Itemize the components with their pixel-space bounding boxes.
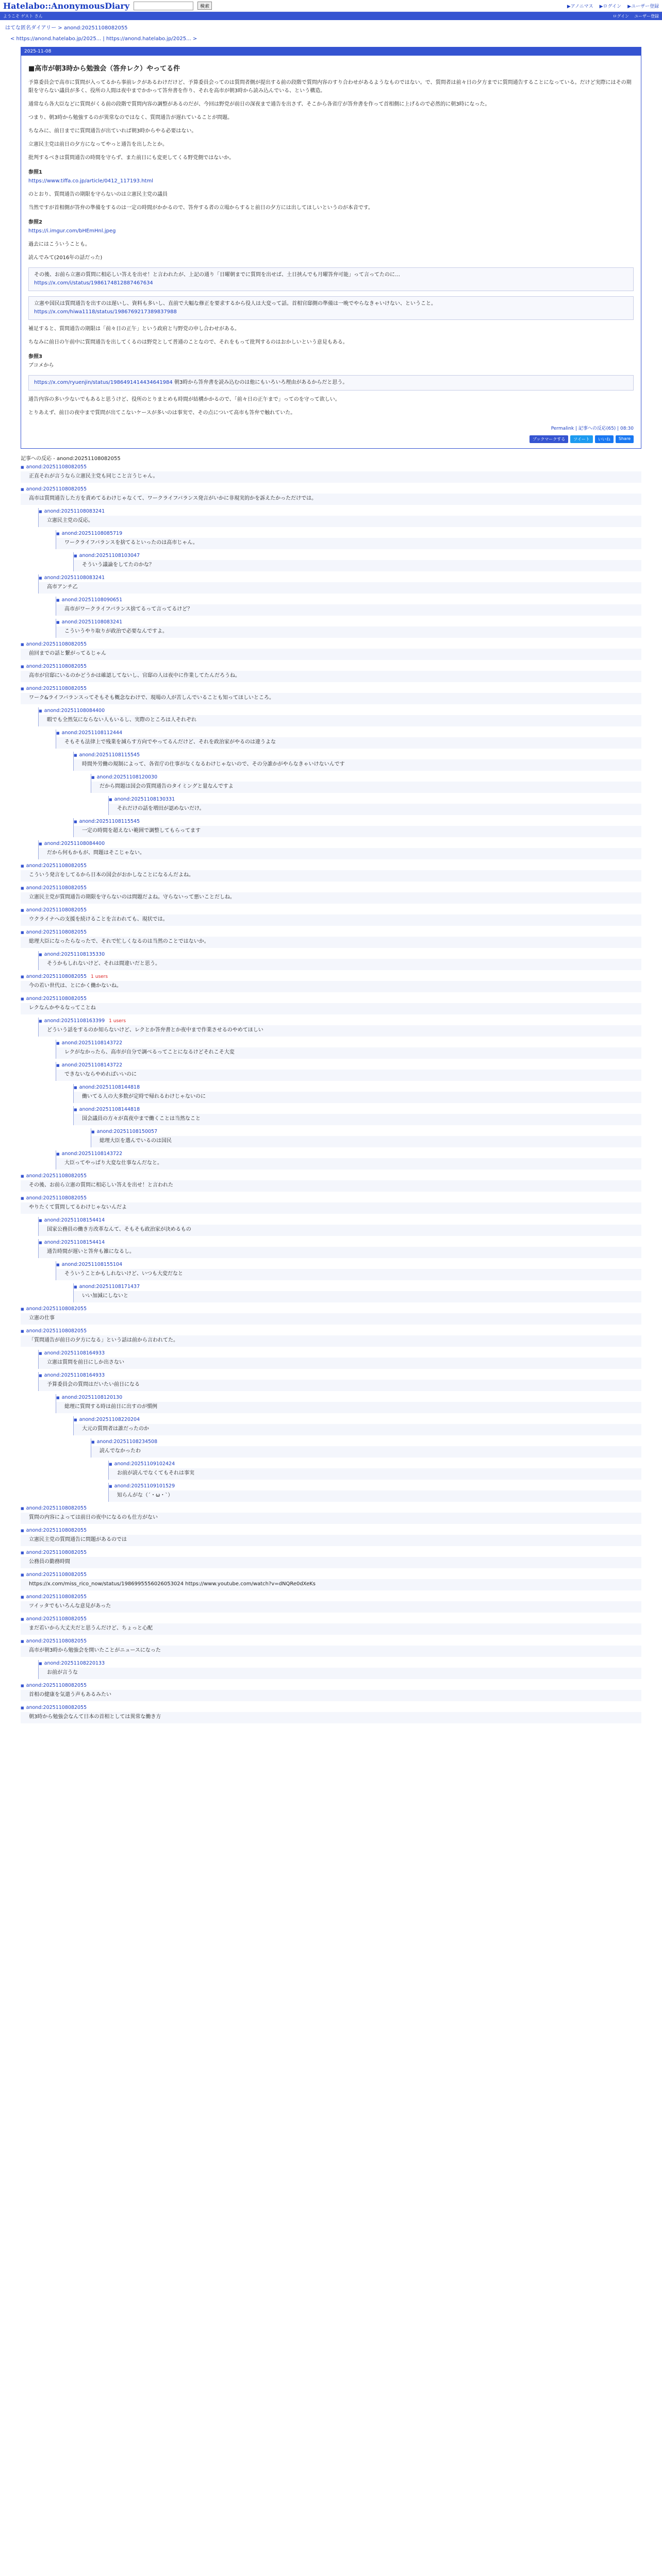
blockquote — [28, 375, 634, 391]
comment-id-link[interactable]: anond:20251108135330 — [44, 952, 105, 957]
like-button[interactable]: いいね — [595, 435, 614, 443]
comment — [73, 818, 641, 837]
comment-text: その後、お前ら立憲の質問に相応しい答えを出せ！と言われた — [21, 1180, 641, 1192]
comment-id-link[interactable]: anond:20251108082055 — [26, 996, 87, 1002]
comment-text: 高市アンチ乙 — [39, 582, 641, 594]
comment-text: 質問の内容によっては前日の夜中になるのも仕方がない — [21, 1513, 641, 1524]
comment — [21, 1306, 641, 1325]
comment-id-link[interactable]: anond:20251108164933 — [44, 1350, 105, 1356]
comment — [21, 1616, 641, 1635]
post-paragraph: 読んでみて(2016年の話だった) — [28, 255, 103, 261]
comment-meta — [21, 464, 641, 471]
post-paragraph: 過去にはこういうことも。 — [28, 242, 90, 247]
comment-meta — [74, 552, 641, 560]
comment — [73, 1084, 641, 1103]
comment — [21, 1505, 641, 1524]
comment-meta — [21, 1173, 641, 1180]
comment — [73, 752, 641, 771]
comment-text: 予算委員会の質問はだいたい前日になる — [39, 1380, 641, 1391]
comment — [21, 973, 641, 992]
post-paragraph: 立憲民主党は前日の夕方になってやっと通告を出したとか。 — [28, 142, 168, 147]
comment-id-link[interactable]: anond:20251109102424 — [114, 1461, 175, 1467]
comment — [21, 1594, 641, 1613]
comment-id-link[interactable]: anond:20251108082055 — [26, 1594, 87, 1600]
comment-text: 高市は質問通告した方を責めてるわけじゃなくて、ワークライフバランス発言がいかに非現実的かを訴えたかっただけでは。 — [21, 494, 641, 505]
comment — [21, 1527, 641, 1546]
comment — [38, 1239, 641, 1258]
comment-id-link[interactable]: anond:20251108082055 — [26, 885, 87, 891]
comment-meta — [56, 1261, 641, 1268]
comment-meta — [56, 730, 641, 737]
comment-text: ワークライフバランスを捨てるといったのは高市じゃん。 — [56, 538, 641, 549]
comment-meta — [109, 1483, 641, 1490]
comment-id-link[interactable]: anond:20251108082055 — [26, 1638, 87, 1644]
header-links — [567, 3, 659, 9]
comment-meta — [39, 1239, 641, 1246]
comment-id-link[interactable]: anond:20251108082055 — [26, 1528, 87, 1533]
comment-id-link[interactable]: anond:20251108082055 — [26, 1616, 87, 1622]
response-tree — [0, 464, 662, 1723]
quote-link-row — [28, 227, 634, 235]
comment-id-link[interactable]: anond:20251108234508 — [96, 1439, 158, 1445]
subbar-register-link[interactable]: ユーザー登録 — [634, 13, 659, 19]
comment-meta — [74, 818, 641, 825]
comment-text: 高市が朝3時から勉強会を開いたことがニュースになった — [21, 1646, 641, 1657]
comment-id-link[interactable]: anond:20251108083241 — [61, 619, 123, 625]
comment-meta — [39, 951, 641, 958]
comment-id-link[interactable]: anond:20251108082055 — [26, 907, 87, 913]
bookmark-count[interactable]: 1 users — [91, 974, 108, 979]
comment — [21, 1328, 641, 1347]
comment — [56, 1150, 641, 1170]
comment-text: できないならやめればいいのに — [56, 1070, 641, 1081]
comment-text: 総理大臣になったらなったで、それで忙しくなるのは当然のことではないか。 — [21, 937, 641, 948]
comment-meta — [39, 508, 641, 515]
comment-text: ワーク&ライフバランスってそもそも概念なわけで、現場の人が苦しんでいることも知ってほしいところ。 — [21, 693, 641, 704]
comment — [21, 885, 641, 904]
comment-text: そういう議論をしてたのかな？ — [74, 560, 641, 571]
comment — [21, 464, 641, 483]
comment-id-link[interactable]: anond:20251108090651 — [61, 597, 123, 603]
sub-bar — [0, 12, 662, 20]
header-link-anonymous[interactable]: ▶アノニマス — [567, 4, 593, 9]
comment-id-link[interactable]: anond:20251108083241 — [44, 509, 105, 514]
comment-meta — [109, 796, 641, 803]
comment-meta — [21, 1527, 641, 1534]
breadcrumb — [0, 20, 662, 34]
comment-text: 暇でも全然気にならない人もいるし、実際のところは人それぞれ — [39, 715, 641, 726]
comment-text: 高市が官邸にいるのかどうかは確認してないし、官邸の人は夜中に作業してたんだろうね。 — [21, 671, 641, 682]
comment-meta — [21, 641, 641, 648]
site-logo[interactable]: Hatelabo::AnonymousDiary — [3, 1, 130, 11]
blockquote-link[interactable]: https://x.com/i/status/1986174812887467634 — [34, 280, 153, 286]
post-paragraph: のとおり、質問通告の期限を守らないのは立憲民主党の議員 — [28, 192, 168, 197]
comment-text: そうかもしれないけど、それは間違いだと思う。 — [39, 959, 641, 970]
comment-id-link[interactable]: anond:20251108164933 — [44, 1372, 105, 1378]
comment-id-link[interactable]: anond:20251108082055 — [26, 1572, 87, 1578]
comment-text: やりたくて質問してるわけじゃないんだよ — [21, 1202, 641, 1214]
comment-meta — [74, 752, 641, 759]
comment-text: 朝3時から勉強会なんて日本の首相としては異常な働き方 — [21, 1712, 641, 1723]
comment-text: 総理に質問する時は前日に出すのが慣例 — [56, 1402, 641, 1413]
comment-meta — [56, 597, 641, 604]
blockquote-text: その後、お前ら立憲の質問に相応しい答えを出せ！と言われたが、上記の通り「日曜朝までに質問を出せば、土日挟んでも月曜答弁可能」って言ってたのに… — [34, 272, 400, 278]
comment-id-link[interactable]: anond:20251108082055 — [26, 974, 87, 979]
blockquote — [28, 296, 634, 320]
comment-id-link[interactable]: anond:20251108150057 — [96, 1129, 158, 1134]
comment — [108, 796, 641, 815]
diary-post — [21, 47, 641, 449]
comment — [38, 840, 641, 859]
post-paragraph: ブコメから — [28, 363, 54, 368]
comment — [38, 1217, 641, 1236]
comment-id-link[interactable]: anond:20251108085719 — [61, 531, 123, 536]
comment — [73, 552, 641, 571]
comment-meta — [21, 1616, 641, 1623]
comment-meta — [21, 1328, 641, 1335]
comment-text: 立憲の仕事 — [21, 1313, 641, 1325]
comment-text: 大臣ってやっぱり大変な仕事なんだなと。 — [56, 1158, 641, 1170]
comment — [21, 641, 641, 660]
post-paragraph: 当然ですが首相側が答弁の準備をするのは一定の時間がかかるので、答弁する者の立場からすると前日の夕方には出してほしいというのが本音です。 — [28, 205, 373, 211]
comment-id-link[interactable]: anond:20251108155104 — [61, 1262, 123, 1267]
comment — [56, 619, 641, 638]
comment-meta — [39, 1018, 641, 1025]
post-paragraph: ちなみに、前日までに質問通告が出ていれば朝3時からやる必要はない。 — [28, 128, 197, 134]
share-buttons — [28, 433, 634, 445]
comment-meta — [21, 973, 641, 980]
post-paragraph: 補足すると、質問通告の期限は「前々日の正午」という政府と与野党の申し合わせがある。 — [28, 326, 240, 332]
blockquote — [28, 267, 634, 291]
comment — [108, 1483, 641, 1502]
comment-meta — [21, 1594, 641, 1601]
top-bar — [0, 0, 662, 12]
quote-label: 参照3 — [28, 354, 42, 360]
comment-id-link[interactable]: anond:20251108120030 — [96, 774, 158, 780]
post-paragraph: 通告内容の多い少ないでもあると思うけど、役所のとりまとめも時間が結構かかるので、「前々日の正午まで」ってのを守って欲しい。 — [28, 397, 340, 402]
comment-id-link[interactable]: anond:20251108171437 — [79, 1284, 140, 1290]
comment — [21, 1173, 641, 1192]
comment-meta — [21, 907, 641, 914]
post-paragraph: つまり、朝3時から勉強するのが異常なのではなく、質問通告が遅れていることが問題。 — [28, 115, 233, 121]
comment-text: 読んでなかったわ — [91, 1446, 641, 1458]
comment-id-link[interactable]: anond:20251108115545 — [79, 819, 140, 824]
search-input[interactable] — [134, 2, 193, 10]
comment-meta — [74, 1416, 641, 1423]
comment-text: 一定の時間を超えない範囲で調整してもらってます — [74, 826, 641, 837]
tweet-button[interactable]: ツイート — [570, 435, 593, 443]
comment-id-link[interactable]: anond:20251108082055 — [26, 686, 87, 691]
comment-text: お前が読んでなくてもそれは事実 — [109, 1468, 641, 1480]
comment-meta — [91, 1128, 641, 1136]
comment-meta — [21, 929, 641, 936]
responses-header: 記事への反応 - anond:20251108082055 — [21, 456, 121, 462]
comment — [21, 907, 641, 926]
blockquote-link[interactable]: https://x.com/hiwa1118/status/1986769217389837988 — [34, 309, 177, 315]
comment — [91, 1128, 641, 1147]
comment-meta — [39, 1660, 641, 1667]
comment — [56, 597, 641, 616]
comment — [21, 1638, 641, 1657]
comment-text: 時間外労働の規制によって、各省庁の仕事がなくなるわけじゃないので、その分誰かがやらなきゃいけないんです — [74, 759, 641, 771]
comment-id-link[interactable]: anond:20251108082055 — [26, 1705, 87, 1710]
comment — [21, 995, 641, 1014]
comment — [73, 1106, 641, 1125]
comment-text: 立憲民主党の反応。 — [39, 516, 641, 527]
comment — [56, 1062, 641, 1081]
prev-next-link[interactable]: < https://anond.hatelabo.jp/2025... | https://anond.hatelabo.jp/2025... > — [10, 36, 197, 42]
comment — [21, 1704, 641, 1723]
comment — [108, 1461, 641, 1480]
comment-id-link[interactable]: anond:20251108154414 — [44, 1240, 105, 1245]
comment — [38, 508, 641, 527]
comment-id-link[interactable]: anond:20251108084400 — [44, 708, 105, 714]
comment-id-link[interactable]: anond:20251108082055 — [26, 1173, 87, 1179]
comment — [73, 1416, 641, 1435]
comment — [56, 1394, 641, 1413]
comment-id-link[interactable]: anond:20251108082055 — [26, 1195, 87, 1201]
quote-link[interactable]: https://i.imgur.com/bHEmHnl.jpeg — [28, 228, 116, 234]
comment-text: そういうことかもしれないけど、いつも大変だなと — [56, 1269, 641, 1280]
comment-meta — [56, 530, 641, 537]
comment — [56, 1261, 641, 1280]
comment-text: 知らんがな（´・ω・`） — [109, 1490, 641, 1502]
comment-text: 「質問通告が前日の夕方になる」という話は前から言われてた。 — [21, 1335, 641, 1347]
comment-meta — [39, 840, 641, 848]
comment-id-link[interactable]: anond:20251108130331 — [114, 796, 175, 802]
comment-text: ウクライナへの支援を続けることを言われても、現状では。 — [21, 914, 641, 926]
comment-meta — [91, 1438, 641, 1446]
comment-text: 大元の質問者は誰だったのか — [74, 1424, 641, 1435]
comment-id-link[interactable]: anond:20251109101529 — [114, 1483, 175, 1489]
comment-text: レクなんかやるなってことね — [21, 1003, 641, 1014]
comment-meta — [74, 1283, 641, 1291]
comment-id-link[interactable]: anond:20251108082055 — [26, 664, 87, 669]
comment-id-link[interactable]: anond:20251108144818 — [79, 1107, 140, 1112]
comment-meta — [74, 1106, 641, 1113]
comment-text: 通告時間が遅いと答弁も雑になるし。 — [39, 1247, 641, 1258]
comment-id-link[interactable]: anond:20251108120130 — [61, 1395, 123, 1400]
comment-meta — [21, 1704, 641, 1711]
comment-id-link[interactable]: anond:20251108082055 — [26, 1328, 87, 1334]
comment — [73, 1283, 641, 1302]
comment-meta — [21, 885, 641, 892]
comment-text: いい加減にしないと — [74, 1291, 641, 1302]
welcome-text: ようこそ ゲスト さん — [3, 13, 43, 19]
header-link-login[interactable]: ▶ログイン — [599, 4, 622, 9]
comment-text: ツイッタでもいろんな意見があった — [21, 1601, 641, 1613]
comment-meta — [21, 862, 641, 870]
comment-text: 立憲は質問を前日にしか出さない — [39, 1358, 641, 1369]
comment-text: 国家公務員の働き方改革なんて、そもそも政治家が決めるもの — [39, 1225, 641, 1236]
post-paragraph: 予算委員会で高市に質問が入ってるから事前レクがあるわけだけど、予算委員会ってのは質問者側が提出する前の段階で質問内容のすり合わせがあるようなものではない。で、質問者は前々日の夕方までに質問通告することになっている。だけど実際にはその期限を守らない議員が多く、役所の人間は夜中までかかって答弁書を作り、それを高市が朝3時から読み込んでいる、という構造。 — [28, 80, 632, 94]
comment — [21, 1549, 641, 1568]
permalink[interactable]: Permalink | 記事への反応(65) | 08:30 — [551, 426, 634, 431]
comment-meta — [39, 1372, 641, 1379]
comment — [38, 1350, 641, 1369]
comment-text: 総理大臣を選んでいるのは国民 — [91, 1136, 641, 1147]
bookmark-button[interactable]: ブックマークする — [529, 435, 568, 443]
comment-text: レクがなかったら、高市が自分で調べるってことになるけどそれこそ大変 — [56, 1047, 641, 1059]
comment-meta — [91, 774, 641, 781]
comment-meta — [21, 685, 641, 692]
comment-id-link[interactable]: anond:20251108143722 — [61, 1040, 123, 1046]
comment-id-link[interactable]: anond:20251108082055 — [26, 863, 87, 869]
post-paragraph: 批判するべきは質問通告の時間を守らず、また前日にも変更してくる野党側ではないか。 — [28, 155, 235, 161]
comment-meta — [21, 995, 641, 1003]
comment-id-link[interactable]: anond:20251108220133 — [44, 1660, 105, 1666]
quote-link-row — [28, 177, 634, 185]
comment-id-link[interactable]: anond:20251108163399 — [44, 1018, 105, 1024]
comment-meta — [56, 1150, 641, 1158]
comment-text: 高市がワークライフバランス捨てるって言ってるけど？ — [56, 604, 641, 616]
comment — [21, 663, 641, 682]
comment-id-link[interactable]: anond:20251108082055 — [26, 1550, 87, 1555]
comment-text: 今の若い世代は、とにかく働かないね。 — [21, 981, 641, 992]
comment-text: 立憲民主党が質問通告の期限を守らないのは問題だよね。守らないって悪いことだしね。 — [21, 892, 641, 904]
post-date: 2025-11-08 — [21, 47, 641, 56]
post-paragraph: ちなみに前日の午前中に質問通告を出してくるのは野党として普通のことなので、それをもって批判するのはおかしいという意見もある。 — [28, 340, 348, 345]
subbar-login-link[interactable]: ログイン — [613, 13, 629, 19]
comment — [38, 951, 641, 970]
comment — [21, 486, 641, 505]
quote-link[interactable]: https://www.tiffa.co.jp/article/0412_117193.html — [28, 178, 153, 184]
comment-meta — [56, 619, 641, 626]
comment-meta — [39, 1217, 641, 1224]
post-title — [28, 63, 634, 73]
comment — [38, 707, 641, 726]
blockquote-link[interactable]: https://x.com/ryuenjin/status/1986491414434641984 — [34, 380, 173, 385]
comment-id-link[interactable]: anond:20251108082055 — [26, 1505, 87, 1511]
comment-meta — [21, 663, 641, 670]
comment-text: 働いてる人の大多数が定時で帰れるわけじゃないのに — [74, 1092, 641, 1103]
blockquote-text: 立憲や国民は質問通告を出すのは遅いし、資料も多いし、直前で大幅な修正を要求するから役人は大変って話。首相官邸側の準備は一晩でやらなきゃいけない、ということ。 — [34, 301, 436, 307]
bookmark-count[interactable]: 1 users — [109, 1019, 126, 1024]
comment-id-link[interactable]: anond:20251108084400 — [44, 841, 105, 846]
breadcrumb-link[interactable]: はてな匿名ダイアリー > anond:20251108082055 — [5, 25, 128, 31]
comment-text: 公務員の勤務時間 — [21, 1557, 641, 1568]
comment-meta — [21, 1306, 641, 1313]
comment — [38, 1372, 641, 1391]
comment — [56, 530, 641, 549]
comment-text: こういうやり取りが政治で必要なんですよ。 — [56, 626, 641, 638]
comment-meta — [39, 707, 641, 715]
comment — [21, 1195, 641, 1214]
comment-text: 首相の健康を気遣う声もあるみたい — [21, 1690, 641, 1701]
comment-meta — [21, 1195, 641, 1202]
comment-id-link[interactable]: anond:20251108220204 — [79, 1417, 140, 1422]
share-button[interactable]: Share — [616, 435, 634, 443]
comment-id-link[interactable]: anond:20251108083241 — [44, 575, 105, 581]
comment-meta — [21, 1682, 641, 1689]
comment-meta — [21, 1571, 641, 1579]
comment-meta — [39, 1350, 641, 1357]
comment — [21, 685, 641, 704]
comment-meta — [74, 1084, 641, 1091]
comment-meta — [109, 1461, 641, 1468]
comment-id-link[interactable]: anond:20251108144818 — [79, 1084, 140, 1090]
comment-meta — [21, 1638, 641, 1645]
comment-text: https://x.com/miss_rico_now/status/1986995556026053024 https://www.youtube.com/watch?v=dNQRe0dXeKs — [21, 1579, 641, 1590]
comment-meta — [56, 1062, 641, 1069]
comment-id-link[interactable]: anond:20251108082055 — [26, 464, 87, 470]
comment-id-link[interactable]: anond:20251108082055 — [26, 1683, 87, 1688]
prev-next-nav — [0, 34, 662, 44]
comment-text: 国会議員の方々が真夜中まで働くことは当然なこと — [74, 1114, 641, 1125]
comment-id-link[interactable]: anond:20251108154414 — [44, 1217, 105, 1223]
comment-text: まだ若いから大丈夫だと思うんだけど、ちょっと心配 — [21, 1623, 641, 1635]
quote-label: 参照1 — [28, 170, 42, 175]
comment-text: 正直それが言うなら立憲民主党も同じこと言うじゃん。 — [21, 471, 641, 483]
comment-text: お前が言うな — [39, 1668, 641, 1679]
comment-meta — [56, 1040, 641, 1047]
comment-meta — [21, 1505, 641, 1512]
comment-id-link[interactable]: anond:20251108082055 — [26, 486, 87, 492]
comment — [38, 574, 641, 594]
comment-text: どういう話をするのか知らないけど、レクとか答弁書とか夜中まで作業させるのやめてほしい — [39, 1025, 641, 1037]
comment — [21, 929, 641, 948]
comment-id-link[interactable]: anond:20251108143722 — [61, 1151, 123, 1157]
comment-meta — [39, 574, 641, 582]
blockquote-text: 朝3時から答弁書を読み込むのは他にもいろいろ理由があるからだと思う。 — [174, 380, 348, 385]
comment-text: だから何もかもが、問題はそこじゃない。 — [39, 848, 641, 859]
comment-meta — [56, 1394, 641, 1401]
header-link-register[interactable]: ▶ユーザー登録 — [627, 4, 659, 9]
comment-id-link[interactable]: anond:20251108143722 — [61, 1062, 123, 1068]
comment-id-link[interactable]: anond:20251108082055 — [26, 929, 87, 935]
comment-text: それだけの話を増田が認めないだけ。 — [109, 804, 641, 815]
comment — [91, 1438, 641, 1458]
comment-text: だから問題は国会の質問通告のタイミングと量なんですよ — [91, 782, 641, 793]
comment-id-link[interactable]: anond:20251108082055 — [26, 1306, 87, 1312]
comment-id-link[interactable]: anond:20251108103047 — [79, 553, 140, 558]
post-paragraph: 通常なら各大臣などに質問がくる前の段階で質問内容の調整があるのだが、今回は野党が前日の深夜まで通告を出さず、そこから各省庁が答弁書を作って首相側に上げるので必然的に朝3時になった。 — [28, 101, 490, 107]
comment-meta — [21, 486, 641, 493]
comment — [56, 730, 641, 749]
post-paragraph: とりあえず、前日の夜中まで質問が出てこないケースが多いのは事実で、その点について高市も答弁で触れていた。 — [28, 410, 296, 416]
quote-label: 参照2 — [28, 219, 42, 225]
comment-meta — [21, 1549, 641, 1556]
comment — [21, 1571, 641, 1590]
search-button[interactable]: 検索 — [197, 2, 212, 10]
comment — [56, 1040, 641, 1059]
comment-id-link[interactable]: anond:20251108115545 — [79, 752, 140, 758]
comment — [21, 862, 641, 882]
comment — [38, 1660, 641, 1679]
comment-text: 立憲民主党の質問通告に問題があるのでは — [21, 1535, 641, 1546]
comment-text: 前回までの話と繋がってるじゃん — [21, 649, 641, 660]
comment-text: こういう発言をしてるから日本の国会がおかしなことになるんだよね。 — [21, 870, 641, 882]
post-title-link[interactable]: ■高市が朝3時から勉強会（答弁レク）やってる件 — [28, 65, 180, 73]
comment-id-link[interactable]: anond:20251108112444 — [61, 730, 123, 736]
comment-id-link[interactable]: anond:20251108082055 — [26, 641, 87, 647]
post-footer — [28, 422, 634, 433]
comment — [91, 774, 641, 793]
comment — [38, 1018, 641, 1037]
comment — [21, 1682, 641, 1701]
comment-text: そもそも法律上で残業を減らす方向でやってるんだけど、それを政治家がやるのは違うよな — [56, 737, 641, 749]
